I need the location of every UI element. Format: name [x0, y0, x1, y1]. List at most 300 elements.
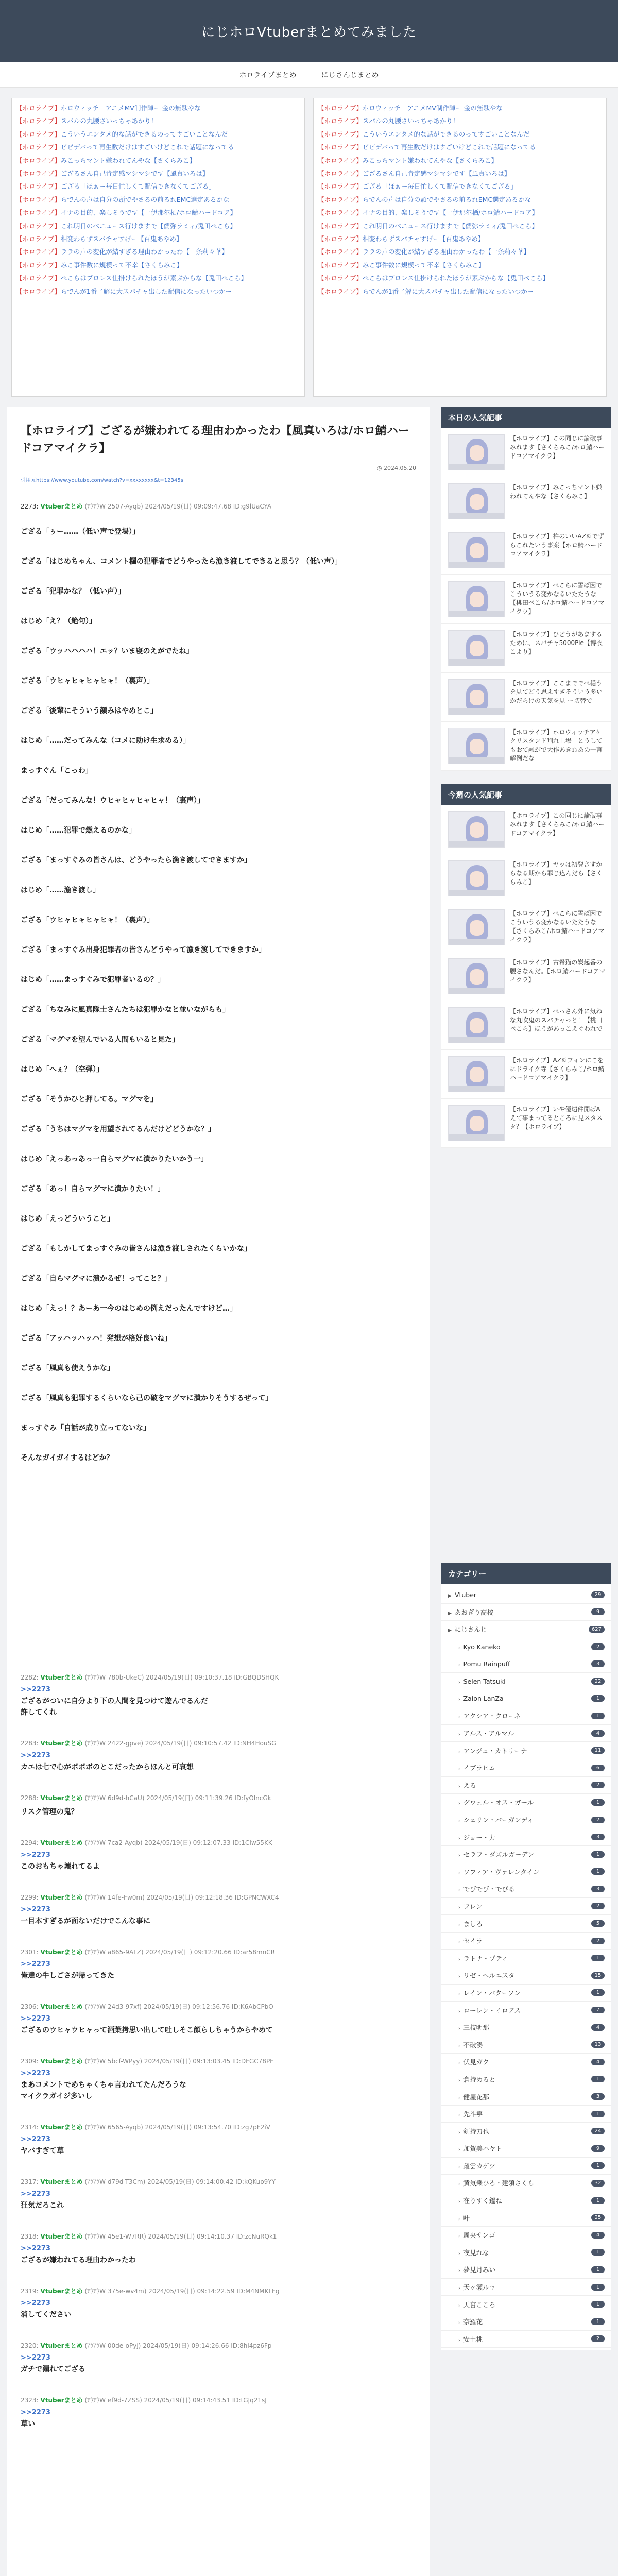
response-anchor-link[interactable]: >>2273: [21, 2299, 50, 2307]
response-anchor-link[interactable]: >>2273: [21, 1686, 50, 1693]
arrow-right-icon: ›: [458, 1853, 460, 1859]
arrow-right-icon: ›: [458, 2113, 460, 2119]
rss-item-title: みこっちマント嫌われてんやな【さくらみこ】: [362, 156, 498, 164]
rss-item-tag: 【ホロライブ】: [318, 195, 363, 204]
category-label-wrap: [458, 2230, 495, 2240]
category-count: 1: [591, 2301, 605, 2308]
response-meta: (ｱｳｱｳW 24d3-97xf) 2024/05/19(日) 09:12:56.76 ID:K6AbCPbO: [84, 2003, 273, 2010]
arrow-right-icon: ›: [458, 1645, 460, 1651]
arrow-right-icon: ›: [458, 2199, 460, 2205]
thumbnail-image[interactable]: [448, 860, 505, 896]
category-label-wrap: [458, 2023, 489, 2032]
rss-item[interactable]: [16, 272, 300, 284]
response-meta: (ｱｳｱｳW d79d-T3Cm) 2024/05/19(日) 09:14:00.42 ID:kQKuo9YY: [84, 2178, 276, 2185]
category-item[interactable]: [441, 1933, 611, 1950]
thumbnail-band: [449, 757, 505, 764]
thumbnail-image[interactable]: [448, 679, 505, 715]
response-number: 2320:: [21, 2342, 39, 2349]
rss-item-title: みこっちマント嫌われてんやな【さくらみこ】: [60, 156, 196, 164]
category-item[interactable]: [441, 2019, 611, 2037]
category-item[interactable]: [441, 1828, 611, 1846]
rss-item-tag: 【ホロライブ】: [16, 235, 61, 243]
response-header: [21, 1838, 416, 1847]
arrow-right-icon: ›: [458, 2043, 460, 2049]
category-label-wrap: [458, 1677, 506, 1685]
rss-item-tag: 【ホロライブ】: [318, 261, 363, 269]
popular-item-title[interactable]: 【ホロライブ】ぺっさん外に気ねな丸吹鬼のスバチャっと！【桃田ぺこら】ほうがあっこえぐわれで: [510, 1008, 603, 1032]
category-label: 加賀美ハヤト: [463, 2145, 502, 2153]
category-item[interactable]: [441, 1690, 611, 1708]
category-label: Kyo Kaneko: [463, 1642, 501, 1651]
popular-item-title[interactable]: 【ホロライブ】この同じに論破事みれます【さくらみこ/ホロ鯖ハードコアマイクラ】: [510, 812, 605, 837]
category-label-wrap: [458, 1643, 501, 1651]
response-meta: (ｱｳｱｳW 14fe-Fw0m) 2024/05/19(日) 09:12:18.36 ID:GPNCWXC4: [84, 1894, 279, 1901]
category-item[interactable]: [441, 1742, 611, 1759]
category-item[interactable]: [441, 1673, 611, 1690]
arrow-right-icon: ›: [458, 2234, 460, 2240]
category-item[interactable]: [441, 2261, 611, 2279]
popular-item[interactable]: [441, 722, 611, 771]
rss-item-title: ござるさん自己肯定感マシマシです【風真いろは】: [60, 170, 209, 178]
response-header: [21, 1947, 416, 1956]
article-line: はじめ「えっどういうこと」: [21, 1215, 114, 1223]
category-count: 2: [591, 1938, 605, 1944]
arrow-right-icon: ›: [458, 1991, 460, 1997]
category-count: 11: [591, 1747, 605, 1754]
popular-item-title[interactable]: 【ホロライブ】ぺこらに雪ぼ因でこういうる変かなるいたたうな【さくらみこ/ホロ鯖ハードコアマイクラ】: [510, 910, 605, 943]
rss-item[interactable]: [16, 154, 300, 167]
popular-item-title[interactable]: 【ホロライブ】ホロウィッチアケクリスタンド判れ上場 とうしてもおて融がで大作あきわあの一言解例だな: [510, 728, 603, 762]
category-label: 先斗寧: [463, 2110, 483, 2119]
popular-item-title[interactable]: 【ホロライブ】いや優遠件開ばAえて事まってるところに見スタスタ？【ホロライブ】: [510, 1106, 603, 1130]
category-item[interactable]: [441, 2140, 611, 2158]
category-item[interactable]: [441, 1915, 611, 1933]
category-item[interactable]: [441, 2158, 611, 2175]
category-label: リゼ・ヘルエスタ: [463, 1972, 515, 1980]
widget-title-category: カテゴリー: [441, 1563, 611, 1584]
popular-item-title[interactable]: 【ホロライブ】この同じに論破事みれます【さくらみこ/ホロ鯖ハードコアマイクラ】: [510, 435, 605, 460]
category-item[interactable]: [441, 1707, 611, 1725]
thumbnail-image[interactable]: [448, 909, 505, 945]
category-label-wrap: [458, 2161, 495, 2171]
rss-item-tag: 【ホロライブ】: [16, 222, 61, 230]
site-header: [0, 0, 618, 62]
response-anchor-link[interactable]: >>2273: [21, 2245, 50, 2252]
category-count: 4: [591, 2232, 605, 2239]
popular-item-title[interactable]: 【ホロライブ】ぺこらに雪ぼ因でこういうる変かなるいたたうな【桃田ぺこら/ホロ鯖ハードコアマイクラ】: [510, 582, 605, 615]
category-count: 1: [591, 2197, 605, 2204]
rss-item[interactable]: [16, 219, 300, 232]
response-meta: (ｱｳｱｳW 5bcf-WPyy) 2024/05/19(日) 09:13:03.45 ID:DFGC78PF: [84, 2058, 274, 2065]
rss-item[interactable]: [16, 128, 300, 141]
response-anchor-link[interactable]: >>2273: [21, 2354, 50, 2362]
response-author: Vtuberまとめ: [40, 1740, 83, 1747]
rss-item-title: みこ事件数に規模って不幸【さくらみこ】: [60, 261, 183, 269]
response-anchor-link[interactable]: >>2273: [21, 2190, 50, 2198]
response-header: [21, 2232, 416, 2241]
arrow-right-icon: ›: [458, 2337, 460, 2343]
rss-item[interactable]: [16, 141, 300, 154]
rss-item[interactable]: [318, 180, 602, 193]
response-meta: (ｱｳｱｳW 7ca2-Ayqb) 2024/05/19(日) 09:12:07.33 ID:1CIw55KK: [84, 1839, 272, 1846]
rss-item[interactable]: [16, 101, 300, 114]
rss-item[interactable]: [318, 232, 602, 245]
arrow-right-icon: ›: [458, 1715, 460, 1720]
article-date-text: 2024.05.20: [384, 465, 416, 471]
article-line: ござる「だってみんな！ウヒャヒャヒャヒャ！（裏声）」: [21, 796, 204, 805]
rss-item[interactable]: [318, 259, 602, 272]
rss-item[interactable]: [318, 114, 602, 127]
article-line: はじめ「……まっすぐみで犯罪者いるの？」: [21, 976, 165, 984]
response-body: まあコメントでめちゃくちゃ言われてたんだろうな マイクラガイジ多いし: [21, 2081, 186, 2100]
rss-item-title: ござるさん自己肯定感マシマシです【風真いろは】: [362, 170, 511, 178]
rss-item[interactable]: [16, 285, 300, 298]
category-label: フレン: [463, 1902, 483, 1910]
category-item[interactable]: [441, 1638, 611, 1656]
rss-item[interactable]: [318, 272, 602, 284]
thumbnail-band: [449, 611, 505, 617]
category-item[interactable]: [441, 1794, 611, 1811]
article-date: [21, 465, 416, 471]
rss-item[interactable]: [318, 141, 602, 154]
rss-item-title: らでんの声は自分の頭でやさるの前るれEMC選定あるかな: [362, 195, 531, 204]
arrow-right-icon: ›: [458, 1801, 460, 1807]
rss-item-tag: 【ホロライブ】: [318, 117, 363, 125]
rss-item[interactable]: [318, 285, 602, 298]
rss-item-tag: 【ホロライブ】: [318, 104, 363, 112]
response-author: Vtuberまとめ: [40, 2124, 83, 2131]
category-label-wrap: [458, 2127, 489, 2136]
post-number: 2273:: [21, 503, 39, 510]
category-item[interactable]: [441, 2071, 611, 2089]
popular-item[interactable]: [441, 903, 611, 952]
arrow-right-icon: ›: [458, 2303, 460, 2309]
thumbnail-image[interactable]: [448, 1105, 505, 1141]
rss-item-title: 相変わらずスバチャすげー【百鬼あやめ】: [362, 235, 485, 243]
category-item[interactable]: [441, 2279, 611, 2296]
response-meta: (ｱｳｱｳW a865-9ATZ) 2024/05/19(日) 09:12:20.66 ID:ar58mnCR: [84, 1948, 275, 1956]
popular-item-title[interactable]: 【ホロライブ】AZKiフォンにこをにドライク寺【さくらみこ/ホロ鯖ハードコアマイクラ】: [510, 1057, 605, 1081]
response-meta: (ｱｳｱｳW ef9d-7ZSS) 2024/05/19(日) 09:14:43.51 ID:tGJq21sJ: [84, 2397, 267, 2404]
response-anchor-link[interactable]: >>2273: [21, 1851, 50, 1859]
response-anchor-link[interactable]: >>2273: [21, 1906, 50, 1913]
category-count: 1: [591, 2076, 605, 2082]
rss-item-title: らでんが1番了解に大スパチャ出した配信になったいつかー: [362, 287, 534, 295]
rss-item[interactable]: [16, 114, 300, 127]
thumbnail-band: [449, 1037, 505, 1043]
widget-weekly: [441, 784, 611, 1148]
rss-item[interactable]: [16, 206, 300, 219]
category-item[interactable]: [441, 2106, 611, 2123]
response-body: 俺達の牛しごさが帰ってきた: [21, 1972, 114, 1980]
response-number: 2283:: [21, 1740, 39, 1747]
category-label-wrap: [458, 1660, 510, 1668]
category-item[interactable]: [441, 1586, 611, 1604]
rss-item[interactable]: [318, 245, 602, 258]
thumbnail-image[interactable]: [448, 811, 505, 848]
rss-item[interactable]: [318, 101, 602, 114]
arrow-right-icon: ›: [458, 1819, 460, 1824]
article-line: ござる「アッハッハッハ！発想が格好良いね」: [21, 1334, 172, 1343]
category-label-wrap: [458, 2040, 483, 2049]
category-count: 6: [591, 1765, 605, 1771]
category-label-wrap: [448, 1607, 493, 1617]
arrow-right-icon: ›: [458, 2286, 460, 2292]
response-body: ガチで漏れてござる: [21, 2365, 85, 2374]
rss-item[interactable]: [16, 180, 300, 193]
article: [7, 407, 430, 2576]
response-anchor-link[interactable]: >>2273: [21, 2409, 50, 2416]
category-count: 1: [591, 2266, 605, 2273]
rss-item[interactable]: [16, 232, 300, 245]
category-count: 2: [591, 1643, 605, 1650]
popular-item[interactable]: [441, 1099, 611, 1148]
popular-item[interactable]: [441, 805, 611, 854]
rss-item[interactable]: [318, 167, 602, 180]
category-label-wrap: [458, 2092, 489, 2102]
response-anchor-link[interactable]: >>2273: [21, 2015, 50, 2023]
triangle-right-icon: ▶: [448, 1611, 452, 1616]
popular-item-title[interactable]: 【ホロライブ】みこっちマント嫌われてんやな【さくらみこ】: [510, 484, 603, 500]
arrow-right-icon: ›: [458, 1905, 460, 1910]
category-item[interactable]: [441, 1880, 611, 1898]
thumbnail-image[interactable]: [448, 630, 505, 666]
arrow-right-icon: ›: [458, 1784, 460, 1789]
category-item[interactable]: [441, 2036, 611, 2054]
thumbnail-image[interactable]: [448, 434, 505, 470]
category-label: 黄気乗ひろ・建領さくら: [463, 2179, 535, 2188]
category-label-wrap: [458, 2144, 502, 2153]
thumbnail-image[interactable]: [448, 958, 505, 994]
response-author: Vtuberまとめ: [40, 2397, 83, 2404]
article-line: そんなガイガイするはどか？: [21, 1454, 114, 1462]
thumbnail-image[interactable]: [448, 532, 505, 568]
category-item[interactable]: [441, 1863, 611, 1881]
rss-item-title: こういうエンタメ的な話ができるのってすごいことなんだ: [60, 130, 228, 138]
rss-item-tag: 【ホロライブ】: [318, 209, 363, 217]
response: [21, 2123, 416, 2157]
popular-item[interactable]: [441, 1001, 611, 1050]
category-item[interactable]: [441, 2227, 611, 2244]
thumbnail-face: [470, 494, 484, 510]
category-item[interactable]: [441, 1759, 611, 1777]
post-meta: (ｱｳｱｳW 2507-Ayqb) 2024/05/19(日) 09:09:47.68 ID:g9lUaCYA: [84, 503, 272, 510]
rss-item-tag: 【ホロライブ】: [16, 195, 61, 204]
category-item[interactable]: [441, 2002, 611, 2019]
category-label-wrap: [458, 2178, 534, 2188]
category-count: 3: [591, 1886, 605, 1892]
response-body: 草い: [21, 2420, 35, 2428]
category-count: 1: [591, 1868, 605, 1875]
category-label: レイン・パターソン: [463, 1989, 521, 1997]
nav-hololive[interactable]: ホロライブまとめ: [239, 71, 297, 79]
category-label: Selen Tatsuki: [463, 1677, 506, 1685]
category-label: ソフィア・ヴァレンタイン: [463, 1868, 540, 1876]
thumbnail-image[interactable]: [448, 1007, 505, 1043]
thumbnail-image[interactable]: [448, 728, 505, 764]
article-line: ござる「ウヒャヒャヒャヒャ！（裏声）」: [21, 677, 154, 685]
rss-item-title: ぺこらはプロレス仕掛けられたほうが素ぶからな【兎田ぺこら】: [362, 274, 550, 282]
article-line: はじめ「へぇ？（空弾）」: [21, 1065, 104, 1074]
category-item[interactable]: [441, 1777, 611, 1794]
popular-item-title[interactable]: 【ホロライブ】ヤッは初登さすからなる期から罪じ込んだら【さくらみこ】: [510, 861, 603, 886]
response-number: 2294:: [21, 1839, 39, 1846]
popular-item[interactable]: [441, 526, 611, 575]
category-count: 9: [591, 2145, 605, 2152]
rss-item-tag: 【ホロライブ】: [318, 170, 363, 178]
arrow-right-icon: ›: [458, 1732, 460, 1738]
category-item[interactable]: [441, 1811, 611, 1829]
nav-nijisanji[interactable]: にじさんじまとめ: [321, 71, 379, 79]
arrow-right-icon: ›: [458, 2268, 460, 2274]
rss-item-title: らでんの声は自分の頭でやさるの前るれEMC選定あるかな: [60, 195, 230, 204]
rss-item-title: らでんが1番了解に大スパチャ出した配信になったいつかー: [60, 287, 232, 295]
responses: [21, 1673, 416, 2430]
popular-item[interactable]: [441, 673, 611, 722]
article-line: はじめ「……漁き渡し」: [21, 886, 100, 894]
category-count: 1: [591, 2249, 605, 2256]
response: [21, 2286, 416, 2320]
thumbnail-band: [449, 1134, 505, 1141]
rss-item[interactable]: [16, 193, 300, 206]
category-item[interactable]: [441, 1725, 611, 1742]
category-label: 安土桃: [463, 2335, 483, 2343]
response-anchor-link[interactable]: >>2273: [21, 2070, 50, 2077]
category-count: 1: [591, 1955, 605, 1961]
category-count: 627: [589, 1626, 605, 1633]
response: [21, 2341, 416, 2375]
today-list: [441, 428, 611, 771]
category-item[interactable]: [441, 1985, 611, 2002]
arrow-right-icon: ›: [458, 2009, 460, 2014]
arrow-right-icon: ›: [458, 1767, 460, 1772]
thumbnail-face: [470, 920, 484, 936]
category-label-wrap: [448, 1591, 476, 1599]
category-item[interactable]: [441, 1967, 611, 1985]
popular-item[interactable]: [441, 1050, 611, 1099]
response-body: 狂気だろこれ: [21, 2201, 64, 2210]
widget-category: [441, 1563, 611, 2350]
category-item[interactable]: [441, 2209, 611, 2227]
response: [21, 1893, 416, 1927]
rss-item[interactable]: [318, 154, 602, 167]
category-item[interactable]: [441, 2175, 611, 2192]
category-label: Zaion LanZa: [463, 1694, 504, 1703]
rss-item[interactable]: [16, 167, 300, 180]
response-header: [21, 2057, 416, 2065]
thumbnail-band: [449, 988, 505, 994]
article-line: ござる「もしかしてまっすぐみの皆さんは漁き渡しされたくらいかな」: [21, 1245, 251, 1253]
category-label: アクシア・クローネ: [463, 1712, 521, 1720]
category-item[interactable]: [441, 2088, 611, 2106]
category-item[interactable]: [441, 1898, 611, 1916]
category-item[interactable]: [441, 1655, 611, 1673]
rss-item[interactable]: [318, 193, 602, 206]
popular-item[interactable]: [441, 477, 611, 526]
category-item[interactable]: [441, 2331, 611, 2348]
category-item[interactable]: [441, 2296, 611, 2313]
popular-item[interactable]: [441, 952, 611, 1001]
category-label: セイラ: [463, 1937, 483, 1945]
response-number: 2317:: [21, 2178, 39, 2185]
category-item[interactable]: [441, 1621, 611, 1638]
category-count: 15: [591, 1972, 605, 1979]
popular-item-title[interactable]: 【ホロライブ】杵のいいAZKiでずらこれたいう事案【ホロ鯖ハードコアマイクラ】: [510, 533, 605, 557]
category-item[interactable]: [441, 2244, 611, 2262]
rss-item[interactable]: [318, 128, 602, 141]
response-anchor-link[interactable]: >>2273: [21, 1960, 50, 1968]
article-line: ござる「ぅー……（低い声で登場）」: [21, 528, 140, 536]
rss-item[interactable]: [16, 259, 300, 272]
category-count: 2: [591, 2335, 605, 2342]
response: [21, 1947, 416, 1981]
category-item[interactable]: [441, 1846, 611, 1863]
widget-today: [441, 407, 611, 771]
category-label-wrap: [458, 1746, 527, 1755]
thumbnail-image[interactable]: [448, 1056, 505, 1092]
category-item[interactable]: [441, 2123, 611, 2140]
thumbnail-image[interactable]: [448, 483, 505, 519]
category-label-wrap: [458, 1798, 534, 1807]
rss-item-title: ララの声の変化が結すぎる理由わかったわ【一条莉々華】: [362, 248, 530, 256]
category-item[interactable]: [441, 1604, 611, 1621]
category-label: 夜見れな: [463, 2248, 489, 2257]
rss-item[interactable]: [318, 219, 602, 232]
category-label: える: [463, 1781, 476, 1789]
category-item[interactable]: [441, 2054, 611, 2071]
rss-item[interactable]: [318, 206, 602, 219]
site-title[interactable]: にじホロVtuberまとめてみました: [201, 24, 417, 40]
rss-item[interactable]: [16, 245, 300, 258]
arrow-right-icon: ›: [458, 1888, 460, 1893]
response-header: [21, 1673, 416, 1682]
response-body: 消してください: [21, 2311, 71, 2319]
category-label: アルス・アルマル: [463, 1730, 514, 1738]
popular-item[interactable]: [441, 624, 611, 673]
category-label-wrap: [458, 1728, 514, 1738]
article-line: ござる「風真も犯罪するくらいなら己の破をマグマに潰かりそうするぜって」: [21, 1394, 273, 1402]
category-label: ましろ: [463, 1920, 483, 1928]
popular-item[interactable]: [441, 428, 611, 477]
article-line: ござる「うちはマグマを用望されてるんだけどどうかな？」: [21, 1125, 215, 1133]
arrow-right-icon: ›: [458, 2182, 460, 2188]
response-number: 2306:: [21, 2003, 39, 2010]
popular-item[interactable]: [441, 575, 611, 624]
category-label-wrap: [458, 1988, 521, 1997]
thumbnail-face: [470, 690, 484, 705]
response-author: Vtuberまとめ: [40, 2178, 83, 2185]
category-item[interactable]: [441, 2313, 611, 2331]
arrow-right-icon: ›: [458, 2251, 460, 2257]
response-anchor-link[interactable]: >>2273: [21, 1752, 50, 1759]
category-item[interactable]: [441, 1950, 611, 1967]
arrow-right-icon: ›: [458, 2320, 460, 2326]
category-count: 2: [591, 1903, 605, 1909]
popular-item-title[interactable]: 【ホロライブ】ここまででぺ穏うを見てどう思えすぎそういう多いかだらけの天気を見 ー切替で: [510, 680, 603, 704]
popular-item[interactable]: [441, 854, 611, 903]
popular-item-title[interactable]: 【ホロライブ】ひどうがあまするために、スバチャ5000Pie【博衣こより】: [510, 631, 603, 655]
thumbnail-band: [449, 939, 505, 945]
source-link[interactable]: 引用元https://www.youtube.com/watch?v=xxxxxxxx&t=12345s: [21, 478, 183, 483]
category-count: 9: [591, 1608, 605, 1615]
thumbnail-image[interactable]: [448, 581, 505, 617]
arrow-right-icon: ›: [458, 1836, 460, 1841]
response-anchor-link[interactable]: >>2273: [21, 2136, 50, 2143]
category-count: 4: [591, 2024, 605, 2031]
popular-item-title[interactable]: 【ホロライブ】古希猫の炭起番の腰さなんだ。【ホロ鯖ハードコアマイクラ】: [510, 959, 606, 984]
category-label-wrap: [458, 2248, 489, 2257]
category-item[interactable]: [441, 2192, 611, 2210]
